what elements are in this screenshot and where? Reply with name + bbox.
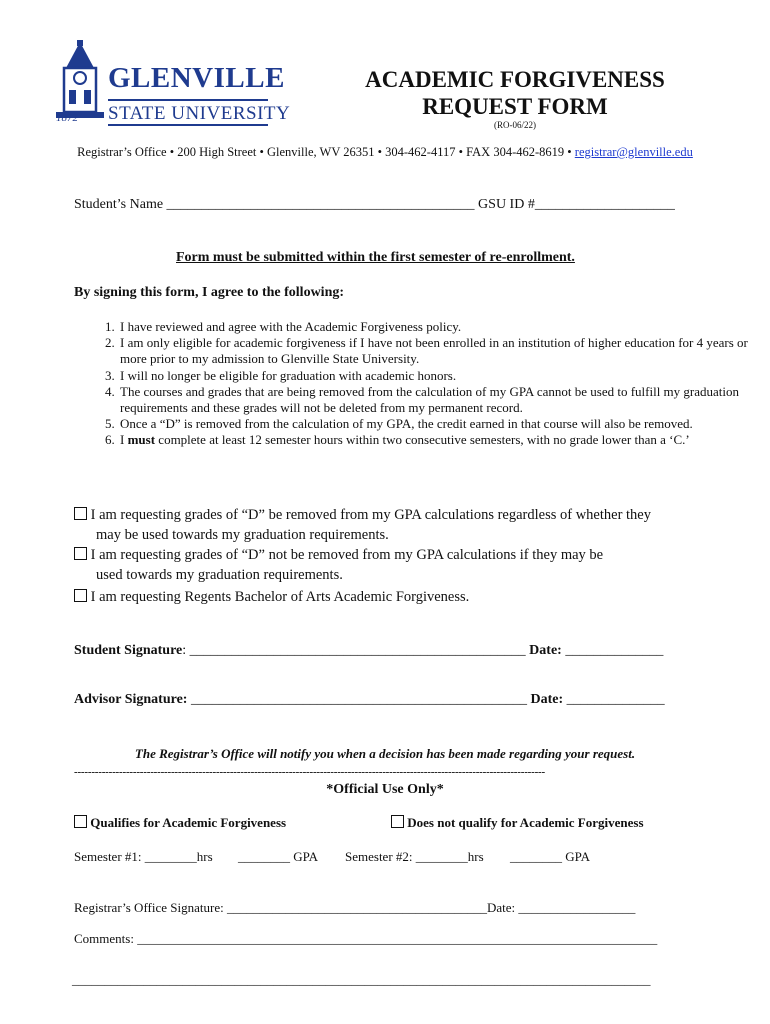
student-name-label: Student’s Name: [74, 197, 167, 212]
list-item: 2. I am only eligible for academic forgiveness if I have not been enrolled in an institution of higher education for 4 years or more prior to my admission to Glenville State University.: [118, 335, 758, 367]
option-text: I am requesting grades of “D” not be removed from my GPA calculations if they may be: [87, 547, 604, 563]
semester1-label: Semester #1:: [74, 849, 145, 864]
qualifies-checkbox[interactable]: [74, 815, 87, 828]
logo-name-line1: GLENVILLE: [108, 62, 285, 94]
title-line1: ACADEMIC FORGIVENESS: [365, 67, 665, 92]
list-item: 3. I will no longer be eligible for graduation with academic honors.: [118, 368, 758, 384]
contact-text: Registrar’s Office • 200 High Street • Glenville, WV 26351 • 304-462-4117 • FAX 304-462-8619 •: [77, 145, 575, 159]
registrar-note: The Registrar’s Office will notify you when a decision has been made regarding your request.: [134, 746, 636, 761]
regents-ba-checkbox[interactable]: [74, 589, 87, 602]
qualifies-label: Qualifies for Academic Forgiveness: [90, 815, 287, 830]
student-name-field[interactable]: ____________________________________________: [166, 197, 475, 212]
not-qualify-label: Does not qualify for Academic Forgiveness: [407, 815, 644, 830]
advisor-signature-row: [74, 692, 665, 708]
qualifies-option: [74, 815, 286, 831]
advisor-signature-field[interactable]: ________________________________________________: [190, 692, 527, 707]
logo-divider: [108, 99, 268, 101]
option-text: I am requesting grades of “D” be removed from my GPA calculations regardless of whether they: [87, 507, 651, 523]
page-title: [340, 66, 690, 120]
not-qualify-option: [391, 815, 644, 831]
form-code: (RO-06/22): [494, 120, 536, 130]
option-text: I am requesting Regents Bachelor of Arts Academic Forgiveness.: [87, 589, 470, 605]
list-item: 1. I have reviewed and agree with the Academic Forgiveness policy.: [118, 319, 758, 335]
official-use-heading: *Official Use Only*: [326, 782, 444, 797]
not-qualify-checkbox[interactable]: [391, 815, 404, 828]
advisor-date-field[interactable]: ______________: [566, 692, 665, 707]
advisor-date-label: Date:: [526, 692, 567, 707]
option-text-cont: may be used towards my graduation requirements.: [96, 527, 389, 543]
agreement6-post: complete at least 12 semester hours within two consecutive semesters, with no grade lower than a ‘C.’: [155, 432, 690, 448]
keep-d-checkbox[interactable]: [74, 547, 87, 560]
student-signature-colon: :: [182, 643, 190, 658]
student-signature-row: [74, 643, 663, 659]
submission-notice: Form must be submitted within the first semester of re-enrollment.: [176, 250, 575, 265]
list-item: [118, 432, 758, 448]
comments-field[interactable]: Comments: ________________________________________________________________________________: [74, 931, 658, 946]
semester2-label: Semester #2:: [345, 849, 416, 864]
semester2-hours-field[interactable]: ________hrs: [415, 849, 484, 864]
semester2-row: [345, 849, 484, 865]
option-remove-d: [74, 505, 651, 545]
gsu-id-field[interactable]: ____________________: [534, 197, 675, 212]
registrar-signature-field[interactable]: Registrar’s Office Signature: ________________________________________Date: __________________: [74, 900, 636, 915]
divider: ----------------------------------------------------------------------------------------------------------------------------------------: [74, 766, 545, 778]
agreement-heading: By signing this form, I agree to the following:: [74, 285, 345, 300]
logo-year: 1872: [56, 112, 78, 124]
contact-info: [0, 145, 770, 160]
comments-field-line2[interactable]: _________________________________________________________________________________________: [72, 972, 651, 987]
agreement-list: [74, 319, 758, 449]
option-text-cont: used towards my graduation requirements.: [96, 567, 343, 583]
semester2-gpa-field[interactable]: ________ GPA: [510, 849, 591, 864]
student-signature-label: Student Signature: [74, 643, 183, 658]
title-line2: REQUEST FORM: [422, 94, 608, 119]
list-item: 5. Once a “D” is removed from the calculation of my GPA, the credit earned in that course will also be removed.: [118, 416, 758, 432]
list-item: 4. The courses and grades that are being removed from the calculation of my GPA cannot be used to fulfill my graduation requirements and these grades will not be deleted from my permanent record.: [118, 384, 758, 416]
logo-name-line2: STATE UNIVERSITY: [108, 103, 291, 124]
gsu-id-label: GSU ID #: [478, 197, 535, 212]
student-info-row: [74, 197, 675, 213]
option-keep-d: [74, 545, 603, 585]
logo-underline: [108, 124, 268, 126]
semester1-hours-field[interactable]: ________hrs: [144, 849, 213, 864]
option-regents-ba: [74, 587, 469, 607]
student-date-label: Date:: [525, 643, 566, 658]
semester1-gpa-field[interactable]: ________ GPA: [238, 849, 319, 864]
student-date-field[interactable]: ______________: [565, 643, 664, 658]
agreement6-strong: must: [127, 432, 156, 448]
registrar-email-link[interactable]: registrar@glenville.edu: [574, 145, 693, 159]
agreement6-pre: I: [120, 432, 128, 448]
student-signature-field[interactable]: ________________________________________________: [189, 643, 526, 658]
semester1-row: [74, 849, 213, 865]
remove-d-checkbox[interactable]: [74, 507, 87, 520]
advisor-signature-label: Advisor Signature:: [74, 692, 191, 707]
